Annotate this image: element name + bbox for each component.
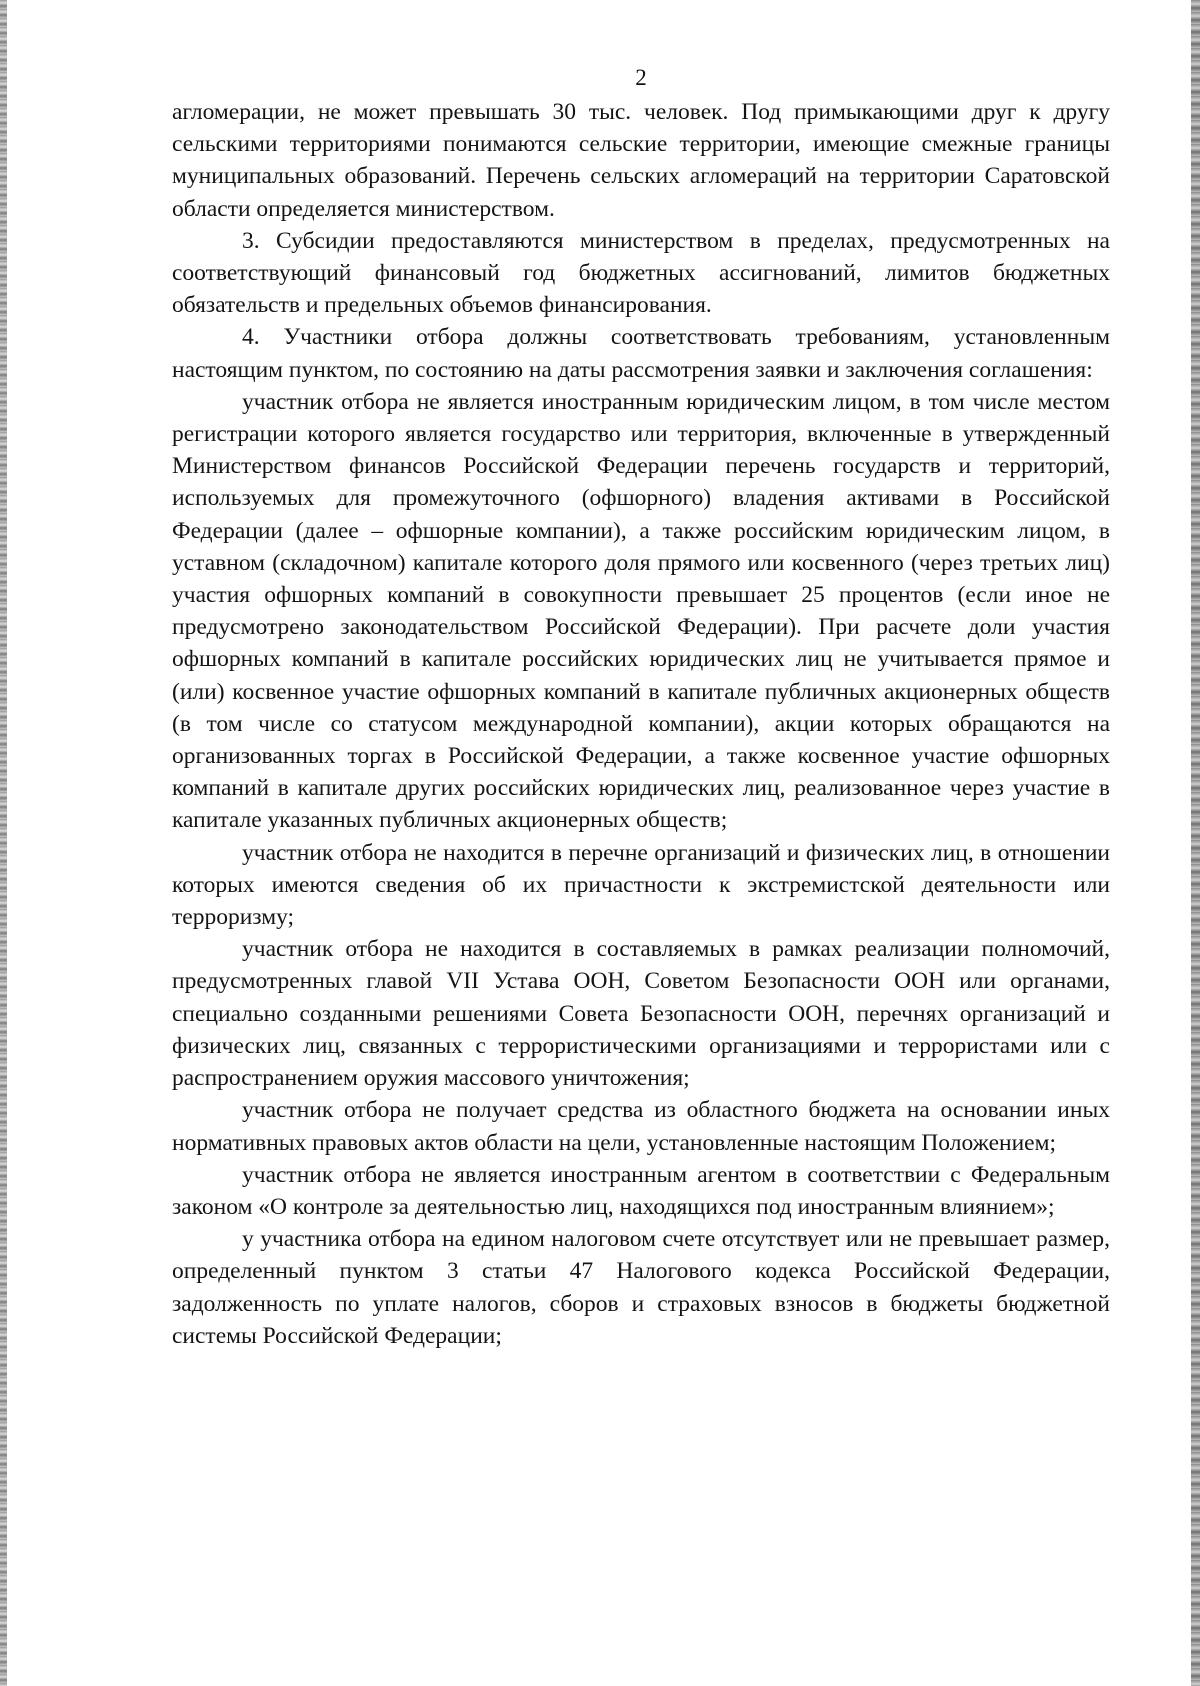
document-page	[172, 62, 1110, 1352]
paragraph-participant-requirements: 4. Участники отбора должны соответствовать требованиям, установленным настоящим пунктом, по состоянию на даты рассмотрения заявки и заключения соглашения:	[172, 324, 1110, 383]
paragraph-extremism-requirement: участник отбора не находится в перечне организаций и физических лиц, в отношении которых имеются сведения об их причастности к экстремистской деятельности или терроризму;	[172, 839, 1110, 931]
page-number: 2	[635, 65, 647, 90]
scan-edge-left	[0, 0, 7, 1686]
paragraph-offshore-requirement: участник отбора не является иностранным юридическим лицом, в том числе местом регистрации которого является государство или территория, включенные в утвержденный Министерством финансов Российской Федерации перечень государств и территорий, используемых для промежуточного (офшорного) владения активами в Российской Федерации (далее – офшорные компании), а также российским юридическим лицом, в уставном (складочном) капитале которого доля прямого или косвенного (через третьих лиц) участия офшорных компаний в совокупности превышает 25 процентов (если иное не предусмотрено законодательством Российской Федерации). При расчете доли участия офшорных компаний в капитале российских юридических лиц не учитывается прямое и (или) косвенное участие офшорных компаний в капитале публичных акционерных обществ (в том числе со статусом международной компании), акции которых обращаются на организованных торгах в Российской Федерации, а также косвенное участие офшорных компаний в капитале других российских юридических лиц, реализованное через участие в капитале указанных публичных акционерных обществ;	[172, 388, 1110, 834]
paragraph-other-funding-requirement: участник отбора не получает средства из областного бюджета на основании иных нормативных правовых актов области на цели, установленные настоящим Положением;	[172, 1097, 1110, 1156]
scan-edge-right	[1191, 0, 1200, 1686]
paragraph-agglomeration-definition: агломерации, не может превышать 30 тыс. человек. Под примыкающими друг к другу сельскими территориями понимаются сельские территории, имеющие смежные границы муниципальных образований. Перечень сельских агломераций на территории Саратовской области определяется министерством.	[172, 99, 1110, 222]
paragraph-foreign-agent-requirement: участник отбора не является иностранным агентом в соответствии с Федеральным законом «О контроле за деятельностью лиц, находящихся под иностранным влиянием»;	[172, 1161, 1110, 1220]
paragraph-un-sanctions-requirement: участник отбора не находится в составляемых в рамках реализации полномочий, предусмотренных главой VII Устава ООН, Советом Безопасности ООН или органами, специально созданными решениями Совета Безопасности ООН, перечнях организаций и физических лиц, связанных с террористическими организациями и террористами или с распространением оружия массового уничтожения;	[172, 936, 1110, 1092]
paragraph-tax-debt-requirement: у участника отбора на едином налоговом счете отсутствует или не превышает размер, определенный пунктом 3 статьи 47 Налогового кодекса Российской Федерации, задолженность по уплате налогов, сборов и страховых взносов в бюджеты бюджетной системы Российской Федерации;	[172, 1226, 1110, 1349]
paragraph-subsidy-limits: 3. Субсидии предоставляются министерством в пределах, предусмотренных на соответствующий финансовый год бюджетных ассигнований, лимитов бюджетных обязательств и предельных объемов финансирования.	[172, 227, 1110, 319]
